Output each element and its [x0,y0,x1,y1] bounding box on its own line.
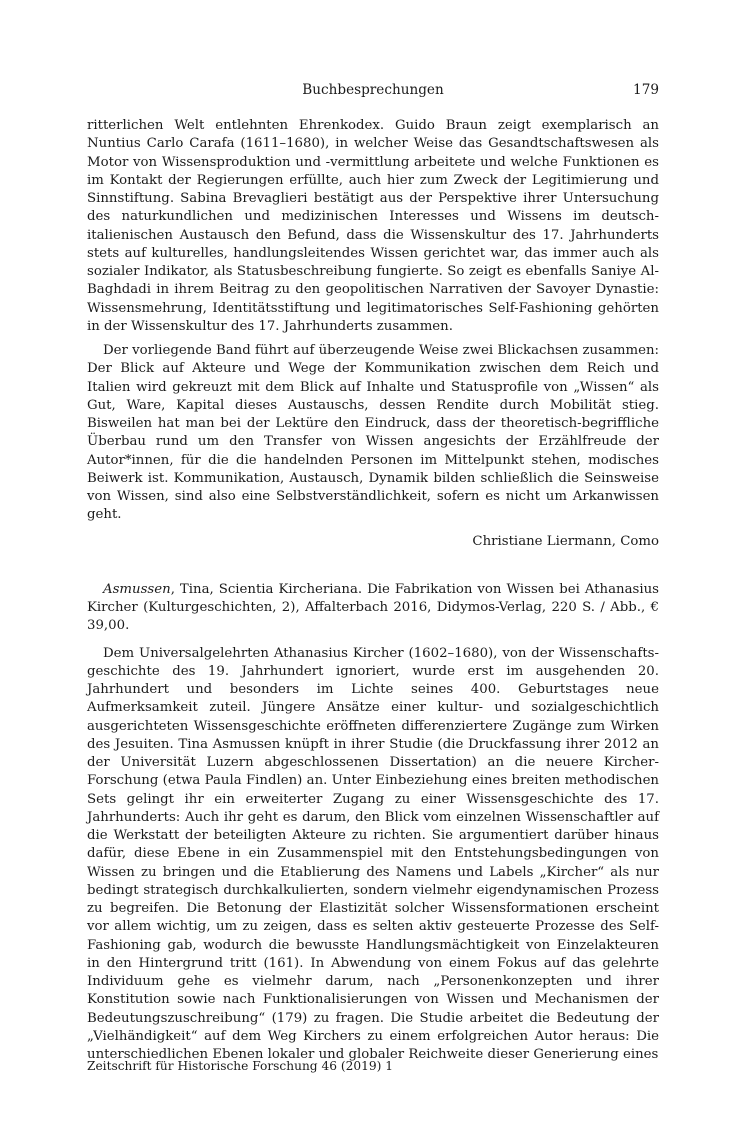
book-author: Asmussen [103,581,171,597]
page-number: 179 [633,82,659,98]
journal-footer: Zeitschrift für Historische Forschung 46 (2019) 1 [87,1059,394,1073]
running-head [87,82,659,104]
review-body-paragraph: Dem Universalgelehrten Athanasius Kircher (1602–1680), von der Wissenschaftsgeschichte des 19. Jahrhundert ignoriert, wurde erst im ausgehenden 20. Jahrhundert und besonders im Lichte seines 400. Geburtstages neue Aufmerksamkeit zuteil. Jüngere Ansätze einer kultur- und sozialgeschichtlich ausgerichteten Wissensgeschichte eröffneten differenziertere Zugänge zum Wirken des Jesuiten. Tina Asmussen knüpft in ihrer Studie (die Druckfassung ihrer 2012 an der Universität Luzern abgeschlossenen Dissertation) an die neuere Kircher-Forschung (etwa Paula Findlen) an. Unter Einbeziehung eines breiten methodischen Sets gelingt ihr ein erweiterter Zugang zu einer Wissensgeschichte des 17. Jahrhunderts: Auch ihr geht es darum, den Blick vom einzelnen Wissenschaftler auf die Werkstatt der beteiligten Akteure zu richten. Sie argumentiert darüber hinaus dafür, diese Ebene in ein Zusammenspiel mit den Entstehungsbedingungen von Wissen zu bringen und die Etablierung des Namens und Labels „Kircher“ als nur bedingt strategisch durchkalkulierten, sondern vielmehr eigendynamischen Prozess zu begreifen. Die Betonung der Elastizität solcher Wissensformationen erscheint vor allem wichtig, um zu zeigen, dass es selten aktiv gesteuerte Prozesse des Self-Fashioning gab, wodurch die bewusste Handlungsmächtigkeit von Einzelakteuren in den Hintergrund tritt (161). In Abwendung von einem Fokus auf das gelehrte Individuum gehe es vielmehr darum, nach „Personenkonzepten und ihrer Konstitution sowie nach Funktionalisierungen von Wissen und Mechanismen der Bedeutungszuschreibung“ (179) zu fragen. Die Studie arbeitet die Bedeutung der „Vielhändigkeit“ auf dem Weg Kirchers zu einem erfolgreichen Autor heraus: Die unterschiedlichen Ebenen lokaler und globaler Reichweite dieser Generierung eines [87,645,659,1062]
review-conclusion-paragraph: Der vorliegende Band führt auf überzeugende Weise zwei Blickachsen zusammen: Der Blick auf Akteure und Wege der Kommunikation zwischen dem Reich und Italien wird gekreuzt mit dem Blick auf Inhalte und Statusprofile von „Wissen“ als Gut, Ware, Kapital dieses Austauschs, dessen Rendite durch Mobilität stieg. Bisweilen hat man bei der Lektüre den Eindruck, dass der theoretisch-begriffliche Überbau rund um den Transfer von Wissen angesichts der Erzählfreude der Autor*innen, für die die handelnden Personen im Mittelpunkt stehen, modisches Beiwerk ist. Kommunikation, Austausch, Dynamik bilden schließlich die Seinsweise von Wissen, sind also eine Selbstverständlichkeit, sofern es nicht um Arkanwissen geht. [87,343,659,523]
review-continuation-paragraph: ritterlichen Welt entlehnten Ehrenkodex. Guido Braun zeigt exemplarisch an Nuntius Carlo Carafa (1611–1680), in welcher Weise das Gesandtschaftswesen als Motor von Wissensproduktion und -vermittlung arbeitete und welche Funktionen es im Kontakt der Regierungen erfüllte, auch hier zum Zweck der Legitimierung und Sinnstiftung. Sabina Brevaglieri bestätigt aus der Perspektive ihrer Untersuchung des naturkundlichen und medizinischen Interesses und Wissens im deutsch-italienischen Austausch den Befund, dass die Wissenskultur des 17. Jahrhunderts stets auf kulturelles, handlungsleitendes Wissen gerichtet war, das immer auch als sozialer Indikator, als Statusbeschreibung fungierte. So zeigt es ebenfalls Saniye Al-Baghdadi in ihrem Beitrag zu den geopolitischen Narrativen der Savoyer Dynastie: Wissensmehrung, Identitätsstiftung und legitimatorisches Self-Fashioning gehörten in der Wissenskultur des 17. Jahrhunderts zusammen. [87,118,659,334]
book-citation [87,581,659,636]
running-title: Buchbesprechungen [302,82,444,98]
body-text [87,117,659,1064]
book-citation-details: , Tina, Scientia Kircheriana. Die Fabrikation von Wissen bei Athanasius Kircher (Kulturgeschichten, 2), Affalterbach 2016, Didymos-Verlag, 220 S. / Abb., € 39,00. [87,581,659,634]
reviewer-signature: Christiane Liermann, Como [472,533,659,549]
